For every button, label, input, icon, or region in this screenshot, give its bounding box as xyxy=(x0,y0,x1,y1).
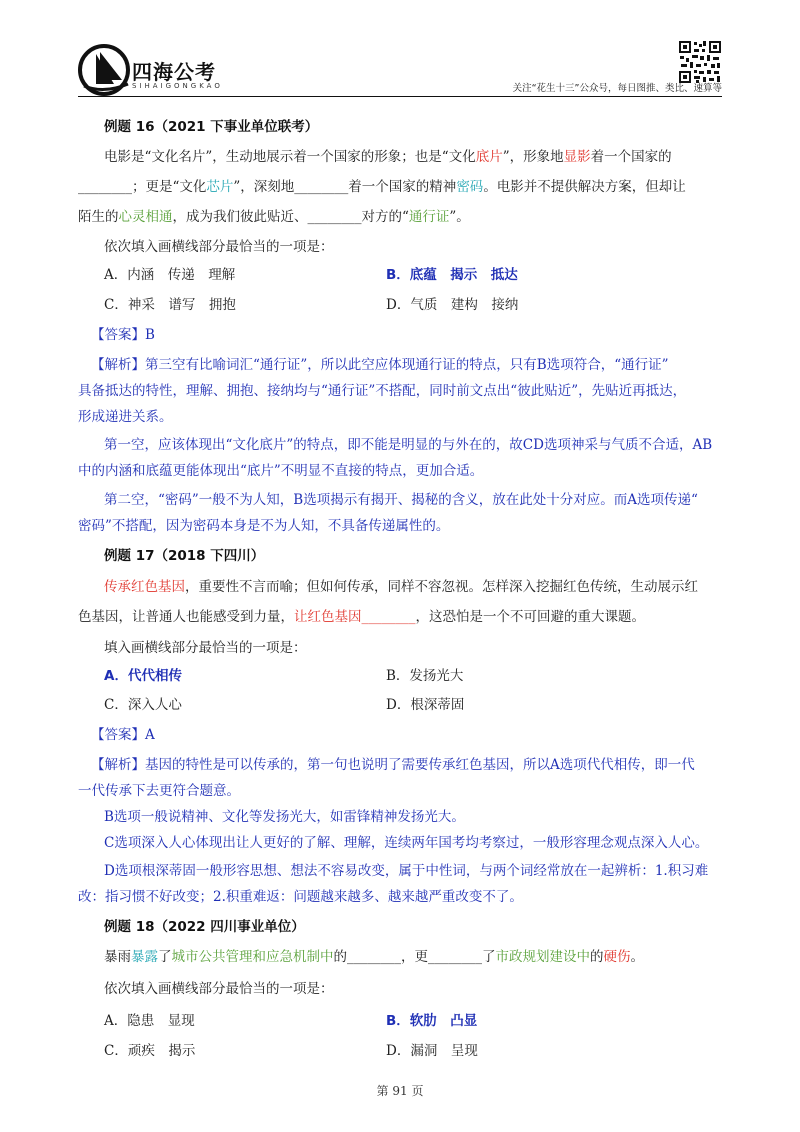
qr-code-icon xyxy=(678,40,722,84)
header-divider xyxy=(78,96,722,97)
q18-stem-line1 xyxy=(104,948,644,966)
q16-explanation-5: 中的内涵和底蕴更能体现出“底片”不明显不直接的特点，更加合适。 xyxy=(78,463,484,479)
page-number: 第 91 页 xyxy=(376,1084,424,1098)
q18-prompt: 依次填入画横线部分最恰当的一项是： xyxy=(104,981,334,997)
q17-option-b: B．发扬光大 xyxy=(386,668,464,684)
text: 陌生的 xyxy=(78,209,119,225)
text: ________；更是“文化 xyxy=(78,179,207,195)
q17-stem-line2 xyxy=(78,608,645,626)
text: 了 xyxy=(158,949,172,965)
q16-explanation-4: 第一空，应该体现出“文化底片”的特点，即不能是明显的与外在的，故CD选项神采与气质不合适，AB xyxy=(104,437,713,453)
sailboat-logo-icon xyxy=(78,44,138,96)
q16-explanation-3: 形成递进关系。 xyxy=(78,409,173,425)
text: 电影是“文化名片”，生动地展示着一个国家的形象；也是“文化 xyxy=(104,149,476,165)
highlight: 硬伤 xyxy=(603,949,631,965)
text: 暴雨 xyxy=(104,949,131,965)
text: ，这恐怕是一个不可回避的重大课题。 xyxy=(415,609,645,625)
q17-stem-line1 xyxy=(104,578,698,596)
q18-option-b: B．软肋 凸显 xyxy=(386,1013,478,1029)
brand-name: 四海公考 xyxy=(132,60,216,84)
q16-answer: 【答案】B xyxy=(91,327,155,343)
q18-title: 例题 18（2022 四川事业单位） xyxy=(104,919,305,935)
q17-answer: 【答案】A xyxy=(91,727,155,743)
q17-prompt: 填入画横线部分最恰当的一项是： xyxy=(104,640,307,656)
page-header xyxy=(0,0,800,100)
brand-pinyin: SIHAIGONGKAO xyxy=(132,82,223,90)
text: ”，深刻地________着一个国家的精神 xyxy=(233,179,457,195)
text: 着一个国家的 xyxy=(590,149,672,165)
text: 的 xyxy=(590,949,604,965)
q17-option-a: A．代代相传 xyxy=(104,668,182,684)
text: 色基因，让普通人也能感受到力量， xyxy=(78,609,294,625)
highlight: 芯片 xyxy=(206,179,234,195)
q17-explanation-5: D选项根深蒂固一般形容思想、想法不容易改变，属于中性词，与两个词经常放在一起辨析：1.积习难 xyxy=(104,863,709,879)
q16-explanation-7: 密码”不搭配，因为密码本身是不为人知，不具备传递属性的。 xyxy=(78,518,450,534)
highlight: 通行证 xyxy=(408,209,450,225)
text: ，重要性不言而喻；但如何传承，同样不容忽视。怎样深入挖掘红色传统，生动展示红 xyxy=(185,579,698,595)
q18-option-a: A．隐患 显现 xyxy=(104,1013,195,1029)
q16-explanation-2: 具备抵达的特性，理解、拥抱、接纳均与“通行证”不搭配，同时前文点出“彼此贴近”，先贴近再抵达， xyxy=(78,383,687,399)
q16-explanation-1: 【解析】第三空有比喻词汇“通行证”，所以此空应体现通行证的特点，只有B选项符合，“通行证” xyxy=(91,357,669,373)
highlight: 让红色基因________ xyxy=(294,609,416,625)
q16-prompt: 依次填入画横线部分最恰当的一项是： xyxy=(104,239,334,255)
q16-option-d: D．气质 建构 接纳 xyxy=(386,297,519,313)
q17-option-d: D．根深蒂固 xyxy=(386,697,465,713)
q16-option-b: B．底蕴 揭示 抵达 xyxy=(386,267,518,283)
text: ”，形象地 xyxy=(502,149,564,165)
q16-stem-line2 xyxy=(78,178,686,196)
q18-option-d: D．漏洞 呈现 xyxy=(386,1043,478,1059)
text: 的________，更________了 xyxy=(333,949,496,965)
q16-option-a: A．内涵 传递 理解 xyxy=(104,267,236,283)
q17-explanation-1: 【解析】基因的特性是可以传承的，第一句也说明了需要传承红色基因，所以A选项代代相传，即一代 xyxy=(91,757,695,773)
q16-title: 例题 16（2021 下事业单位联考） xyxy=(104,119,319,135)
q16-stem-line3 xyxy=(78,208,470,226)
header-tagline: 关注“花生十三”公众号，每日图推、类比、速算等 xyxy=(512,83,722,94)
q17-explanation-6: 改：指习惯不好改变；2.积重难返：问题越来越多、越来越严重改变不了。 xyxy=(78,889,523,905)
q16-option-c: C．神采 谱写 拥抱 xyxy=(104,297,236,313)
highlight: 市政规划建设中 xyxy=(495,949,590,965)
q16-explanation-6: 第二空，“密码”一般不为人知，B选项揭示有揭开、揭秘的含义，放在此处十分对应。而A选项传递“ xyxy=(104,492,698,508)
q17-option-c: C．深入人心 xyxy=(104,697,182,713)
q17-explanation-2: 一代传承下去更符合题意。 xyxy=(78,783,240,799)
highlight: 密码 xyxy=(456,179,484,195)
highlight: 暴露 xyxy=(131,949,158,965)
text: ，成为我们彼此贴近、________对方的“ xyxy=(172,209,409,225)
q17-explanation-3: B选项一般说精神、文化等发扬光大，如雷锋精神发扬光大。 xyxy=(104,809,465,825)
text: 。 xyxy=(630,949,644,965)
highlight: 底片 xyxy=(475,149,503,165)
text: ”。 xyxy=(449,209,470,225)
q17-title: 例题 17（2018 下四川） xyxy=(104,548,265,564)
highlight: 传承红色基因 xyxy=(104,579,185,595)
q17-explanation-4: C选项深入人心体现出让人更好的了解、理解，连续两年国考均考察过，一般形容理念观点深入人心。 xyxy=(104,835,709,851)
highlight: 心灵相通 xyxy=(118,209,173,225)
text: 。电影并不提供解决方案，但却让 xyxy=(483,179,686,195)
highlight: 显影 xyxy=(563,149,591,165)
q18-option-c: C．顽疾 揭示 xyxy=(104,1043,196,1059)
q16-stem-line1 xyxy=(104,148,672,166)
highlight: 城市公共管理和应急机制中 xyxy=(171,949,334,965)
